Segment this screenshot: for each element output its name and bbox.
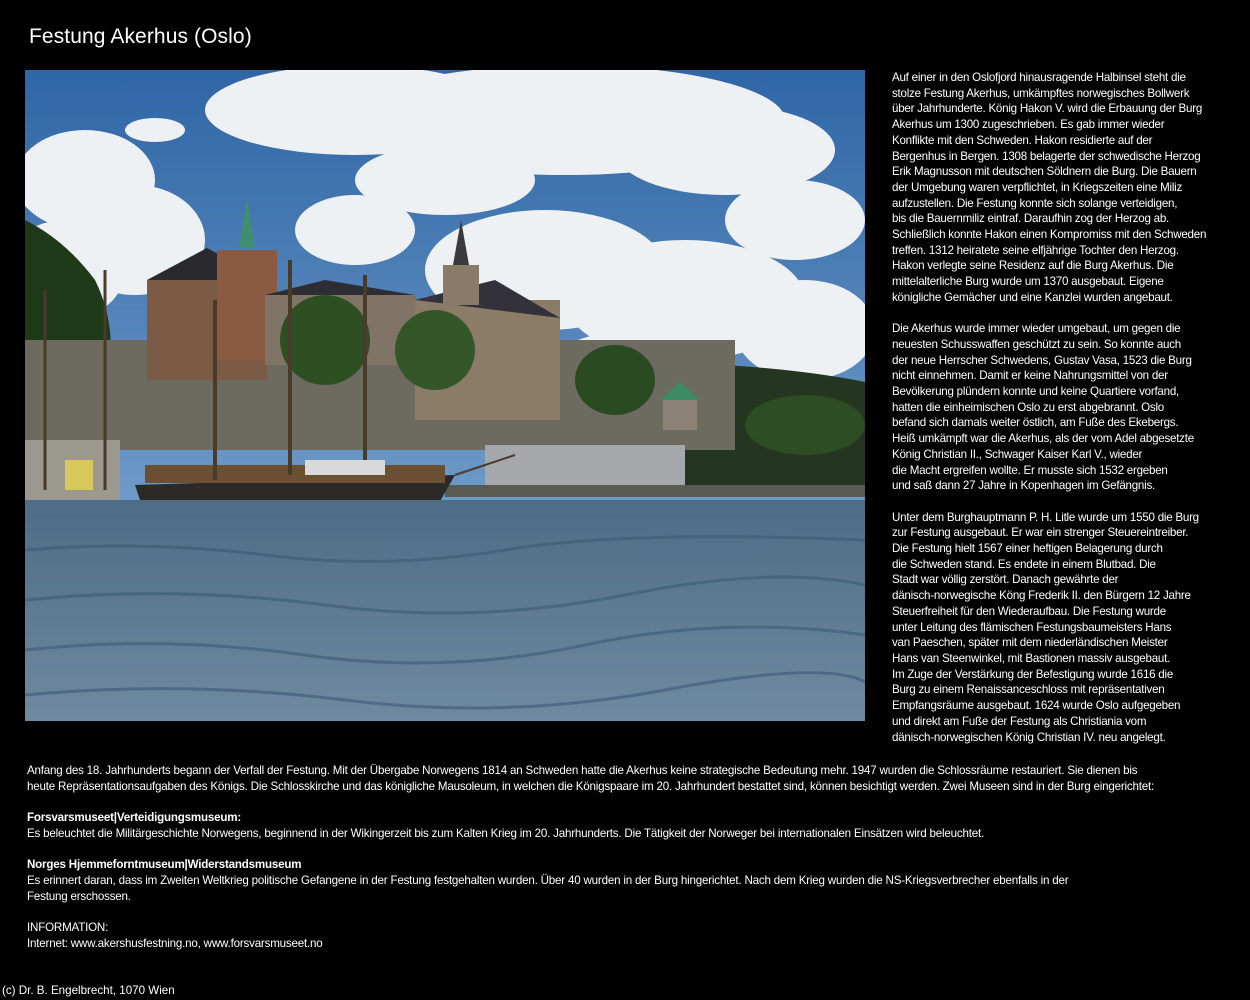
pier <box>445 485 865 497</box>
text-line: stolze Festung Akerhus, umkämpftes norwegisches Bollwerk <box>892 86 1190 100</box>
paragraph-1 <box>892 70 1242 306</box>
museum-1-section <box>27 810 1247 841</box>
text-line: Schließlich konnte Hakon einen Kompromiss mit den Schweden <box>892 228 1207 242</box>
text-line: die Macht ergreifen wollte. Er musste sich 1532 ergeben <box>892 463 1168 477</box>
museum-1-heading: Forsvarsmuseet|Verteidigungsmuseum: <box>27 811 242 825</box>
text-line: Akerhus um 1300 zugeschrieben. Es gab immer wieder <box>892 118 1165 132</box>
text-line: aufzustellen. Die Festung konnte sich solange verteidigen, <box>892 196 1178 210</box>
side-article <box>892 70 1242 761</box>
boathouse-door <box>65 460 93 490</box>
text-line: neuesten Schusswaffen geschützt zu sein. So konnte auch <box>892 337 1181 351</box>
text-line: Hakon verlegte seine Residenz auf die Burg Akerhus. Die <box>892 259 1174 273</box>
copyright-footer: (c) Dr. B. Engelbrecht, 1070 Wien <box>2 984 175 997</box>
text-line: der Umgebung waren verpflichtet, in Kriegszeiten eine Miliz <box>892 180 1183 194</box>
text-line: dänisch-norwegischen König Christian IV. neu angelegt. <box>892 730 1166 744</box>
text-line: Es erinnert daran, dass im Zweiten Weltkrieg politische Gefangene in der Festung festgehalten wurden. Über 40 wurden in der Burg hingerichtet. Nach dem Krieg wurden die NS-Kriegsverbrecher ebenfalls in der <box>27 873 1069 887</box>
text-line: Burg zu einem Renaissanceschloss mit repräsentativen <box>892 683 1165 697</box>
info-heading: INFORMATION: <box>27 920 109 934</box>
text-line: Bevölkerung plündern konnte und keine Quartiere vorfand, <box>892 385 1179 399</box>
text-line: Anfang des 18. Jahrhunderts begann der Verfall der Festung. Mit der Übergabe Norwegens 1814 an Schweden hatte die Akerhus keine strategische Bedeutung mehr. 1947 wurden die Schlossräume restauriert. Sie dienen bis <box>27 764 1138 777</box>
tree-right <box>395 310 475 390</box>
museum-2-section <box>27 857 1247 904</box>
text-line: unter Leitung des flämischen Festungsbaumeisters Hans <box>892 620 1172 634</box>
tree-center <box>280 295 370 385</box>
tree-far <box>575 345 655 415</box>
text-line: nicht einnehmen. Damit er keine Nahrungsmittel von der <box>892 369 1168 383</box>
text-line: Heiß umkämpft war die Akerhus, als der vom Adel abgesetzte <box>892 432 1194 446</box>
text-line: und saß dann 27 Jahre in Kopenhagen im Gefängnis. <box>892 479 1155 493</box>
info-links[interactable]: Internet: www.akershusfestning.no, www.forsvarsmuseet.no <box>27 936 323 950</box>
text-line: heute Repräsentationsaufgaben des Königs. Die Schlosskirche und das königliche Mausoleum, in welchen die Königspaare im 20. Jahrhundert bestattet sind, können besichtigt werden. Zwei Museen sind in der Burg eingerichtet: <box>27 779 1155 793</box>
text-line: befand sich damals weiter östlich, am Fuße des Ekebergs. <box>892 416 1179 430</box>
text-line: Empfangsräume ausgebaut. 1624 wurde Oslo aufgegeben <box>892 699 1181 713</box>
page-title: Festung Akerhus (Oslo) <box>29 25 252 48</box>
text-line: treffen. 1312 heiratete seine elfjährige Tochter den Herzog. <box>892 243 1179 257</box>
text-line: Es beleuchtet die Militärgeschichte Norwegens, beginnend in der Wikingerzeit bis zum Kalten Krieg im 20. Jahrhunderts. Die Tätigkeit der Norweger bei internationalen Einsätzen wird beleuchtet. <box>27 826 985 840</box>
text-line: königliche Gemächer und eine Kanzlei wurden angebaut. <box>892 290 1173 304</box>
text-line: Bergenhus in Bergen. 1308 belagerte der schwedische Herzog <box>892 149 1201 163</box>
intro-paragraph <box>27 763 1247 794</box>
green-tower <box>663 400 697 430</box>
text-line: hatten die einheimischen Oslo zu erst abgebrannt. Oslo <box>892 400 1165 414</box>
text-line: bis die Bauernmiliz eintraf. Daraufhin zog der Herzog ab. <box>892 212 1170 226</box>
text-line: Unter dem Burghauptmann P. H. Litle wurde um 1550 die Burg <box>892 510 1199 524</box>
paragraph-3 <box>892 510 1242 746</box>
text-line: und direkt am Fuße der Festung als Christiania vom <box>892 714 1147 728</box>
text-line: der neue Herrscher Schwedens, Gustav Vasa, 1523 die Burg <box>892 353 1192 367</box>
paragraph-2 <box>892 321 1242 494</box>
bottom-article <box>27 763 1247 967</box>
text-line: Stadt war völlig zerstört. Danach gewährte der <box>892 573 1119 587</box>
text-line: van Paeschen, später mit dem niederländischen Meister <box>892 636 1168 650</box>
text-line: Die Festung hielt 1567 einer heftigen Belagerung durch <box>892 542 1163 556</box>
text-line: Hans van Steenwinkel, mit Bastionen massiv ausgebaut. <box>892 651 1171 665</box>
text-line: König Christian II., Schwager Kaiser Karl V., wieder <box>892 447 1143 461</box>
text-line: die Schweden stand. Es endete in einem Blutbad. Die <box>892 557 1156 571</box>
fortress-photo <box>25 70 865 721</box>
text-line: Die Akerhus wurde immer wieder umgebaut, um gegen die <box>892 322 1181 336</box>
text-line: Konflikte mit den Schweden. Hakon residierte auf der <box>892 133 1153 147</box>
info-section <box>27 920 1247 951</box>
text-line: Erik Magnusson mit deutschen Söldnern die Burg. Die Bauern <box>892 165 1197 179</box>
tree-east <box>745 395 865 455</box>
text-line: Steuerfreiheit für den Wiederaufbau. Die Festung wurde <box>892 604 1166 618</box>
text-line: über Jahrhunderte. König Hakon V. wird die Erbauung der Burg <box>892 102 1203 116</box>
text-line: Festung erschossen. <box>27 889 131 903</box>
text-line: Auf einer in den Oslofjord hinausragende Halbinsel steht die <box>892 71 1186 84</box>
text-line: Im Zuge der Verstärkung der Befestigung wurde 1616 die <box>892 667 1174 681</box>
museum-2-heading: Norges Hjemmeforntmuseum|Widerstandsmuseum <box>27 858 302 872</box>
text-line: mittelalterliche Burg wurde um 1370 ausgebaut. Eigene <box>892 275 1164 289</box>
photo-illustration <box>25 70 865 721</box>
text-line: zur Festung ausgebaut. Er war ein strenger Steuereintreiber. <box>892 526 1189 540</box>
text-line: dänisch-norwegische Köng Frederik II. den Bürgern 12 Jahre <box>892 589 1191 603</box>
